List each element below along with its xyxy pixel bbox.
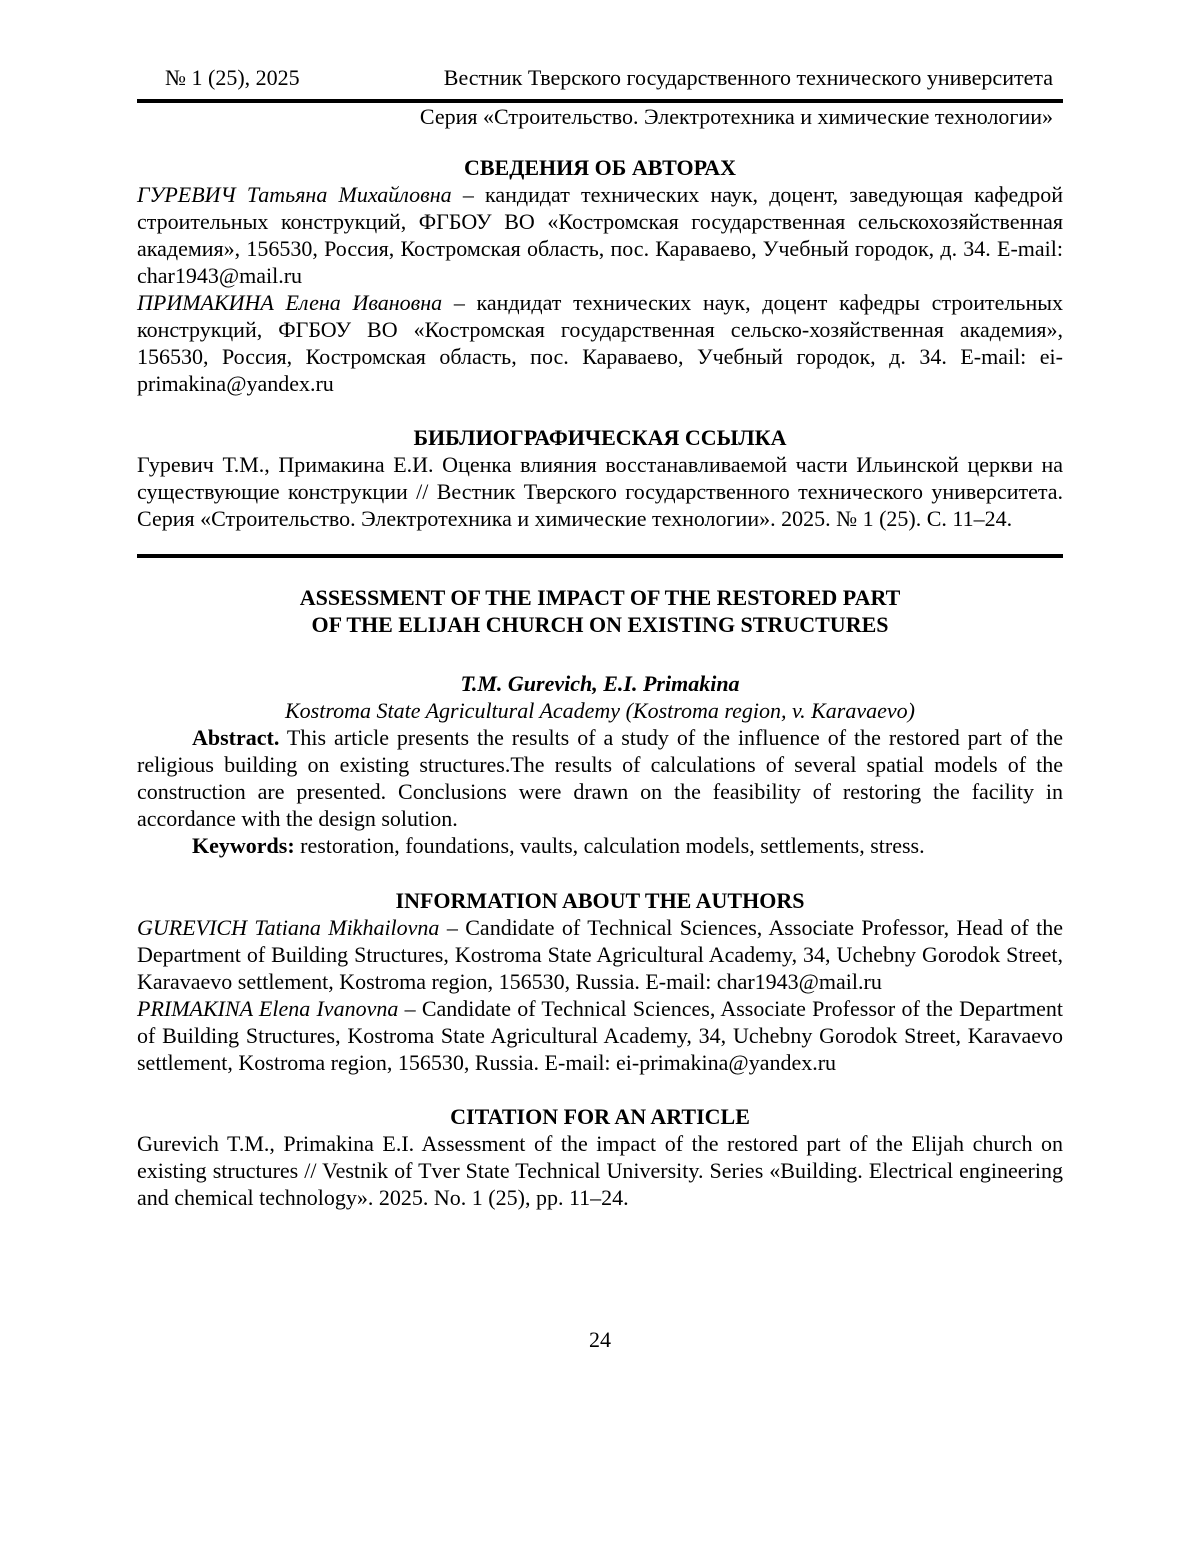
author-name: GUREVICH Tatiana Mikhailovna <box>137 915 440 940</box>
citation-ru-text: Гуревич Т.М., Примакина Е.И. Оценка влияния восстанавливаемой части Ильинской церкви на существующие конструкции // Вестник Тверского государственного технического университета. Серия «Строительство. Электротехника и химические технологии». 2025. № 1 (25). С. 11–24. <box>137 452 1063 531</box>
keywords-text: restoration, foundations, vaults, calculation models, settlements, stress. <box>294 833 925 858</box>
abstract-label: Abstract. <box>192 725 280 750</box>
section-heading-authors-en: INFORMATION ABOUT THE AUTHORS <box>395 888 805 913</box>
keywords-paragraph <box>137 832 1063 859</box>
page-header <box>137 64 1063 130</box>
author-details: – кандидат технических наук, доцент, заведующая кафедрой строительных конструкций, ФГБОУ ВО «Костромская государственная сельскохозяйственная академия», 156530, Россия, Костромская область, пос. Караваево, Учебный городок, д. 34. E-mail: char1943@mail.ru <box>137 182 1063 288</box>
author-name: ПРИМАКИНА Елена Ивановна <box>137 290 443 315</box>
section-heading-authors-ru: СВЕДЕНИЯ ОБ АВТОРАХ <box>464 155 736 180</box>
article-authors-en: T.M. Gurevich, E.I. Primakina <box>460 671 740 696</box>
author-en-entry-primakina <box>137 995 1063 1076</box>
article-title-line2: OF THE ELIJAH CHURCH ON EXISTING STRUCTURES <box>311 612 889 637</box>
author-name: PRIMAKINA Elena Ivanovna <box>137 996 399 1021</box>
page-number: 24 <box>589 1327 611 1352</box>
section-heading-citation-ru: БИБЛИОГРАФИЧЕСКАЯ ССЫЛКА <box>413 425 787 450</box>
author-details: – Candidate of Technical Sciences, Associate Professor, Head of the Department of Building Structures, Kostroma State Agricultural Academy, 34, Uchebny Gorodok Street, Karavaevo settlement, Kostroma region, 156530, Russia. E-mail: char1943@mail.ru <box>137 915 1063 994</box>
abstract-text: This article presents the results of a study of the influence of the restored part of the religious building on existing structures.The results of calculations of several spatial models of the construction are presented. Conclusions were drawn on the feasibility of restoring the facility in accordance with the design solution. <box>137 725 1063 831</box>
citation-en-text: Gurevich T.M., Primakina E.I. Assessment of the impact of the restored part of the Elijah church on existing structures // Vestnik of Tver State Technical University. Series «Building. Electrical engineering and chemical technology». 2025. No. 1 (25), pp. 11–24. <box>137 1131 1063 1210</box>
author-ru-entry-primakina <box>137 289 1063 397</box>
author-name: ГУРЕВИЧ Татьяна Михайловна <box>137 182 452 207</box>
section-heading-citation-en: CITATION FOR AN ARTICLE <box>450 1104 750 1129</box>
article-title-line1: ASSESSMENT OF THE IMPACT OF THE RESTORED PART <box>299 585 901 610</box>
keywords-label: Keywords: <box>192 833 295 858</box>
header-row <box>137 64 1063 91</box>
issue-number: № 1 (25), 2025 <box>165 65 300 90</box>
author-ru-entry-gurevich <box>137 181 1063 289</box>
abstract-paragraph <box>137 724 1063 832</box>
journal-title: Вестник Тверского государственного технического университета <box>443 65 1053 90</box>
section-divider-rule <box>137 554 1063 558</box>
author-details: – Candidate of Technical Sciences, Associate Professor of the Department of Building Structures, Kostroma State Agricultural Academy, 34, Uchebny Gorodok Street, Karavaevo settlement, Kostroma region, 156530, Russia. E-mail: ei-primakina@yandex.ru <box>137 996 1063 1075</box>
author-en-entry-gurevich <box>137 914 1063 995</box>
author-details: – кандидат технических наук, доцент кафедры строительных конструкций, ФГБОУ ВО «Костромская государственная сельско-хозяйственная академия», 156530, Россия, Костромская область, пос. Караваево, Учебный городок, д. 34. E-mail: ei-primakina@yandex.ru <box>137 290 1063 396</box>
journal-series: Серия «Строительство. Электротехника и химические технологии» <box>419 104 1053 129</box>
article-title-en <box>137 584 1063 638</box>
article-affiliation-en: Kostroma State Agricultural Academy (Kostroma region, v. Karavaevo) <box>285 698 915 723</box>
